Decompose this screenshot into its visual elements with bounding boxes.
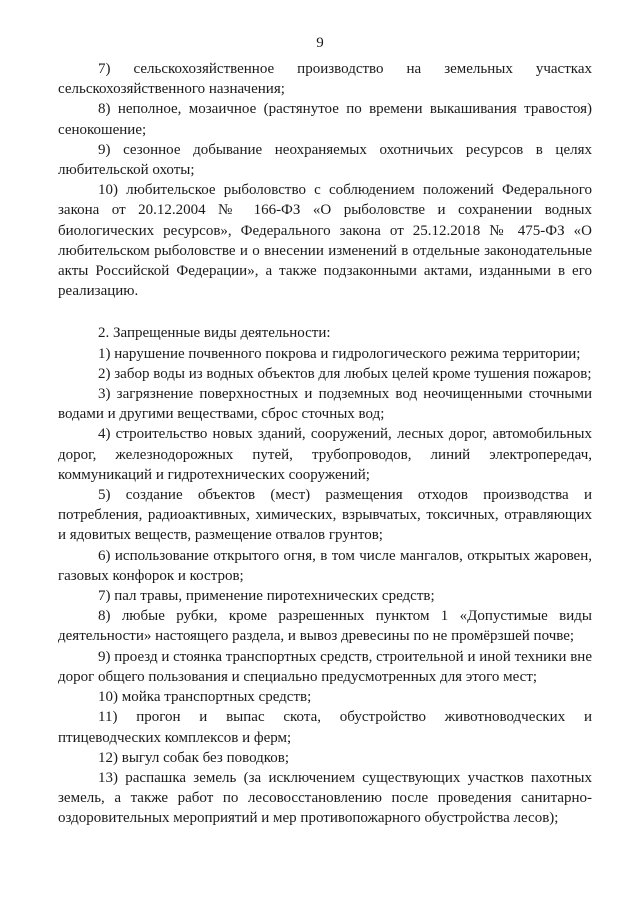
prohibited-item-5: 5) создание объектов (мест) размещения отходов производства и потребления, радиоактивных, химических, взрывчатых, токсичных, отравляющих и ядовитых веществ, размещение отвалов грунтов;	[58, 487, 592, 544]
allowed-item-7: 7) сельскохозяйственное производство на земельных участках сельскохозяйственного назначения;	[58, 61, 592, 98]
prohibited-item-1: 1) нарушение почвенного покрова и гидрологического режима территории;	[98, 345, 581, 362]
prohibited-heading: 2. Запрещенные виды деятельности:	[98, 325, 331, 342]
allowed-item-10: 10) любительское рыболовство с соблюдением положений Федерального закона от 20.12.2004 № 166-ФЗ «О рыболовстве и сохранении водных биологических ресурсов», Федерального закона от 25.12.2018 № 475-ФЗ «О любительском рыболовстве и о внесении изменений в отдельные законодательные акты Российской Федерации», а также подзаконными актами, изданными в его реализацию.	[58, 182, 592, 300]
prohibited-item-13: 13) распашка земель (за исключением существующих участков пахотных земель, а также работ по лесовосстановлению после проведения санитарно-оздоровительных мероприятий и мер противопожарного обустройства лесов);	[58, 769, 592, 827]
prohibited-item-2: 2) забор воды из водных объектов для любых целей кроме тушения пожаров;	[98, 365, 592, 382]
prohibited-item-4: 4) строительство новых зданий, сооружений, лесных дорог, автомобильных дорог, железнодорожных путей, трубопроводов, линий электропередач, коммуникаций и гидротехнических сооружений;	[58, 426, 592, 483]
prohibited-item-10: 10) мойка транспортных средств;	[98, 689, 312, 706]
prohibited-item-8: 8) любые рубки, кроме разрешенных пунктом 1 «Допустимые виды деятельности» настоящего раздела, и вывоз древесины по не промёрзшей почве;	[58, 608, 592, 645]
prohibited-item-9: 9) проезд и стоянка транспортных средств, строительной и иной техники вне дорог общего пользования и специально предусмотренных для этого мест;	[58, 648, 592, 685]
page-number: 9	[316, 35, 324, 51]
prohibited-item-12: 12) выгул собак без поводков;	[98, 749, 290, 766]
document-body	[58, 59, 592, 829]
prohibited-item-3: 3) загрязнение поверхностных и подземных вод неочищенными сточными водами и другими веществами, сброс сточных вод;	[58, 386, 592, 423]
prohibited-item-6: 6) использование открытого огня, в том числе мангалов, открытых жаровен, газовых конфорок и костров;	[58, 547, 592, 584]
prohibited-item-7: 7) пал травы, применение пиротехнических средств;	[98, 588, 435, 605]
allowed-item-8: 8) неполное, мозаичное (растянутое по времени выкашивания травостоя) сенокошение;	[58, 101, 592, 138]
prohibited-item-11: 11) прогон и выпас скота, обустройство животноводческих и птицеводческих комплексов и ферм;	[58, 709, 592, 746]
section-spacer	[58, 301, 592, 323]
allowed-item-9: 9) сезонное добывание неохраняемых охотничьих ресурсов в целях любительской охоты;	[58, 141, 592, 179]
